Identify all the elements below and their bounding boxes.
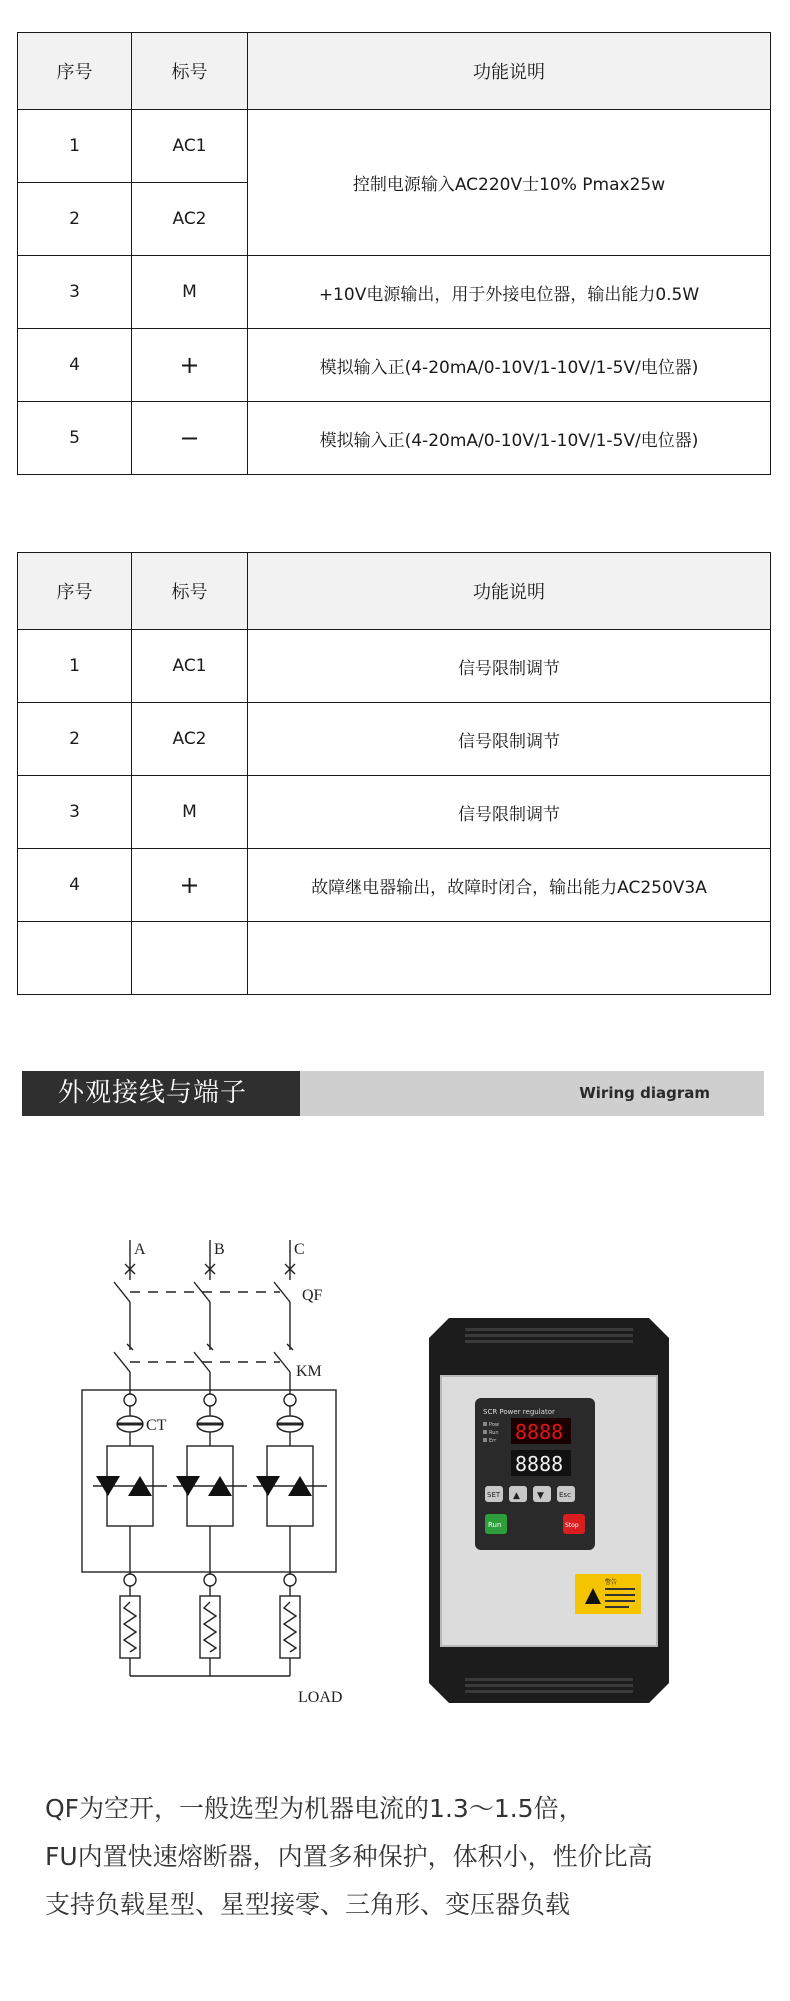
- stop-key-label: Stop: [565, 1522, 579, 1529]
- thyristor-pairs: [93, 1446, 327, 1580]
- cell-desc-merged: 控制电源输入AC220V士10% Pmax25w: [248, 110, 771, 256]
- col-header-desc: 功能说明: [248, 553, 771, 630]
- esc-key-label: Esc: [559, 1491, 571, 1499]
- section-banner: [22, 1071, 764, 1116]
- indicator-pow: Pow: [489, 1422, 499, 1428]
- contactor-km: [114, 1344, 293, 1400]
- cell-mark: AC1: [132, 630, 248, 703]
- cell-mark: −: [132, 402, 248, 475]
- cell-desc: 信号限制调节: [248, 776, 771, 849]
- table-header-row: [18, 553, 771, 630]
- cell-no: 2: [18, 703, 132, 776]
- note-line: 支持负载星型、星型接零、三角形、变压器负载: [45, 1890, 571, 1919]
- cell-desc: 模拟输入正(4-20mA/0-10V/1-10V/1-5V/电位器): [248, 402, 771, 475]
- table-row: [18, 849, 771, 922]
- table-header-row: [18, 33, 771, 110]
- cell-no: 1: [18, 630, 132, 703]
- cell-mark: AC1: [132, 110, 248, 183]
- run-key-label: Run: [488, 1521, 502, 1529]
- terminal-table-1: [17, 32, 771, 475]
- cell-mark: [132, 922, 248, 995]
- phase-label-c: C: [294, 1241, 305, 1258]
- down-icon: ▼: [537, 1491, 544, 1501]
- cell-no: 3: [18, 256, 132, 329]
- col-header-no: 序号: [18, 553, 132, 630]
- indicator-run: Run: [489, 1430, 499, 1436]
- cell-mark: M: [132, 776, 248, 849]
- phase-label-b: B: [214, 1241, 225, 1258]
- up-icon: ▲: [513, 1491, 520, 1501]
- table-row: [18, 110, 771, 183]
- cell-mark: AC2: [132, 183, 248, 256]
- brand-text: SCR Power regulator: [483, 1408, 555, 1416]
- cell-mark: +: [132, 329, 248, 402]
- col-header-mark: 标号: [132, 553, 248, 630]
- table-row: [18, 776, 771, 849]
- load-label: LOAD: [298, 1689, 343, 1706]
- note-line: QF为空开，一般选型为机器电流的1.3～1.5倍，: [45, 1794, 584, 1823]
- bottom-vents: [465, 1678, 633, 1693]
- cell-mark: AC2: [132, 703, 248, 776]
- phase-label-a: A: [134, 1241, 146, 1258]
- section-subtitle: Wiring diagram: [579, 1084, 710, 1102]
- table-row: [18, 703, 771, 776]
- km-label: KM: [296, 1363, 322, 1380]
- cell-desc: 故障继电器输出，故障时闭合，输出能力AC250V3A: [248, 849, 771, 922]
- table-row: [18, 256, 771, 329]
- section-title: 外观接线与端子: [22, 1071, 300, 1116]
- col-header-desc: 功能说明: [248, 33, 771, 110]
- cell-desc: +10V电源输出，用于外接电位器，输出能力0.5W: [248, 256, 771, 329]
- display-bottom: 8888: [515, 1452, 564, 1476]
- cell-no: 5: [18, 402, 132, 475]
- cell-no: 2: [18, 183, 132, 256]
- load-resistors: [120, 1596, 300, 1676]
- description-notes: [45, 1785, 765, 1929]
- current-transformers: [117, 1406, 303, 1446]
- cell-no: 4: [18, 329, 132, 402]
- note-line: FU内置快速熔断器，内置多种保护，体积小，性价比高: [45, 1842, 653, 1871]
- cell-no: 3: [18, 776, 132, 849]
- cell-no: [18, 922, 132, 995]
- warning-title: 警告: [605, 1579, 618, 1586]
- top-vents: [465, 1328, 633, 1343]
- table-row: [18, 329, 771, 402]
- cell-desc: 模拟输入正(4-20mA/0-10V/1-10V/1-5V/电位器): [248, 329, 771, 402]
- col-header-mark: 标号: [132, 33, 248, 110]
- display-top: 8888: [515, 1420, 564, 1444]
- cell-desc: [248, 922, 771, 995]
- qf-label: QF: [302, 1287, 323, 1304]
- table-row: [18, 922, 771, 995]
- terminal-table-2: [17, 552, 771, 995]
- col-header-no: 序号: [18, 33, 132, 110]
- wiring-diagram: [70, 1240, 370, 1720]
- table-row: [18, 402, 771, 475]
- cell-mark: M: [132, 256, 248, 329]
- cell-no: 4: [18, 849, 132, 922]
- cell-mark: +: [132, 849, 248, 922]
- set-key-label: SET: [487, 1491, 501, 1499]
- cell-no: 1: [18, 110, 132, 183]
- indicator-err: Err: [489, 1438, 497, 1444]
- cell-desc: 信号限制调节: [248, 703, 771, 776]
- cell-desc: 信号限制调节: [248, 630, 771, 703]
- table-row: [18, 630, 771, 703]
- ct-label: CT: [146, 1417, 167, 1434]
- scr-regulator-product: [425, 1318, 673, 1703]
